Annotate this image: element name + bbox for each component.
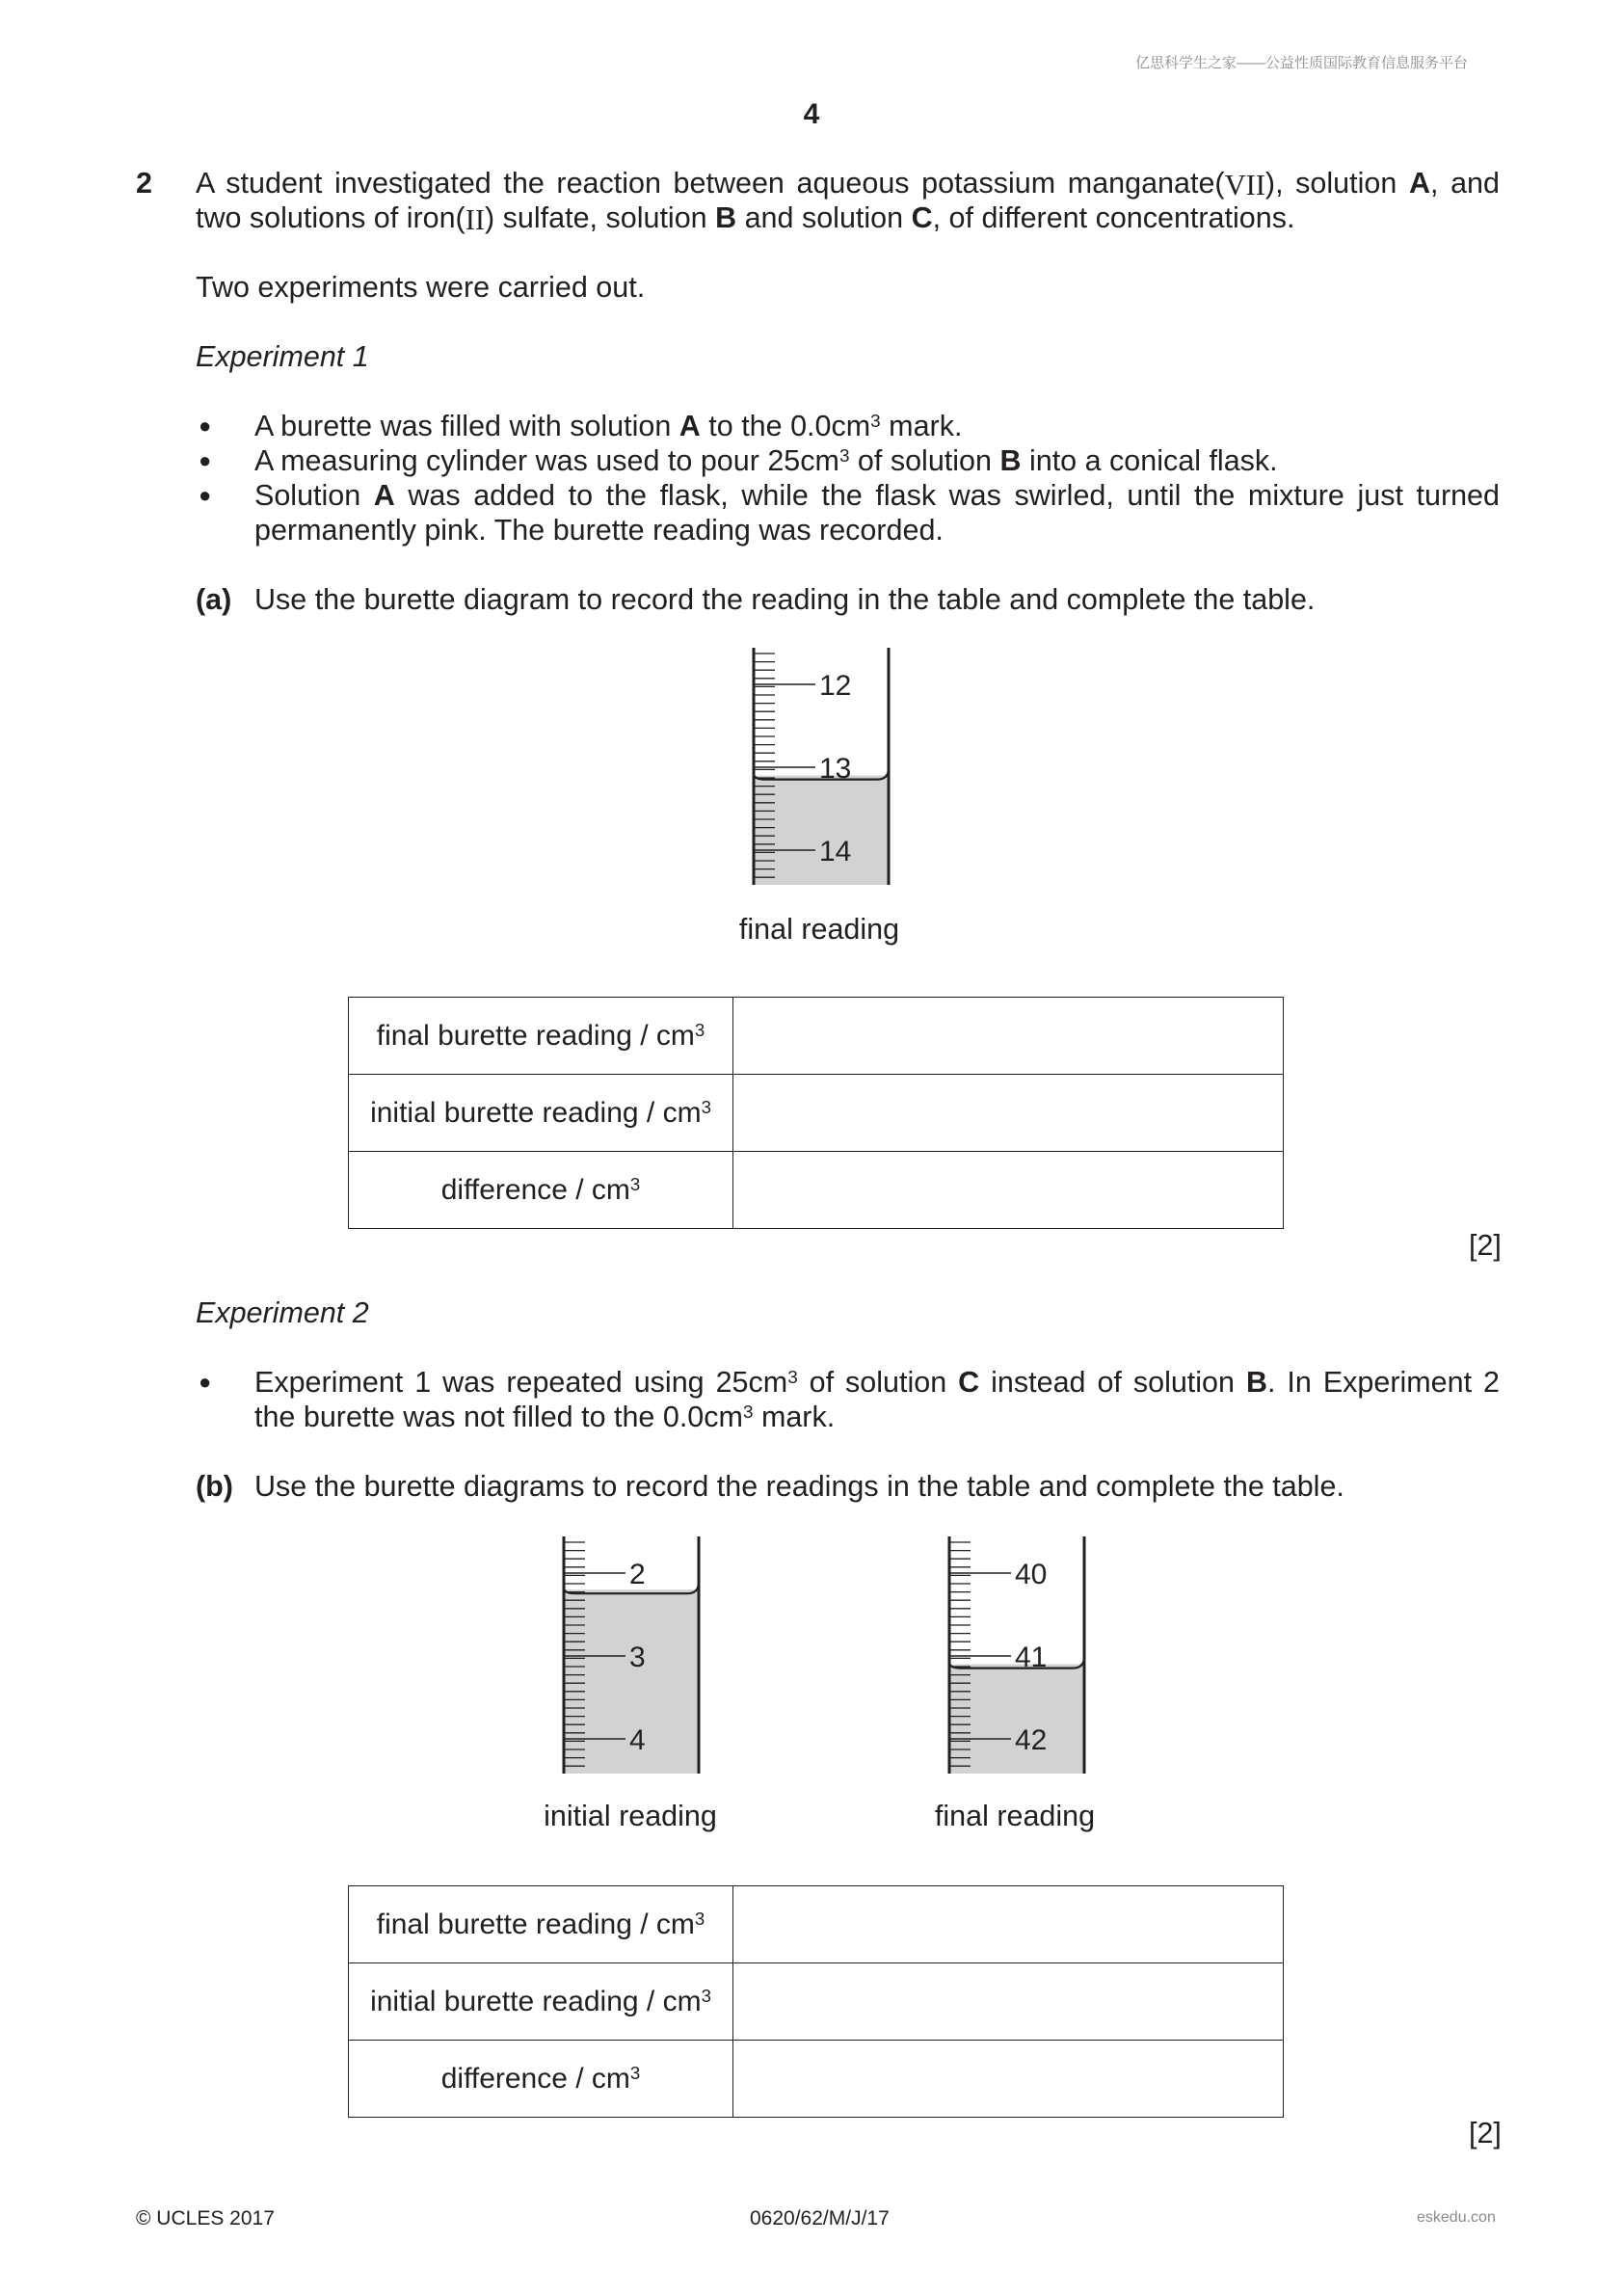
scale-label: 42 <box>1015 1724 1048 1756</box>
part-a-instruction: Use the burette diagram to record the reading in the table and complete the table. <box>254 583 1316 616</box>
row-label: final burette reading / $cm^3$ <box>349 998 733 1075</box>
table-row <box>349 1963 1284 2041</box>
results-table-b <box>348 1885 1284 2118</box>
bullet-marker: ● <box>199 1370 212 1394</box>
footer-code: 0620/62/M/J/17 <box>750 2207 890 2229</box>
two-experiments-text: Two experiments were carried out. <box>196 271 646 304</box>
scale-label: 40 <box>1015 1559 1048 1590</box>
experiment-2-heading: Experiment 2 <box>196 1296 369 1329</box>
answer-cell-difference[interactable] <box>733 1152 1284 1229</box>
exp2-bullet-1-cont: the burette was not filled to the $0.0cm^3$ mark. <box>254 1401 836 1433</box>
scale-label: 41 <box>1015 1642 1048 1673</box>
table-row <box>349 998 1284 1075</box>
burette-diagram-final <box>938 1535 1102 1783</box>
scale-label: 12 <box>819 670 852 702</box>
intro-line-1: A student investigated the reaction between aqueous potassium manganate(VII), solution A, and <box>196 167 1500 201</box>
answer-cell-final-reading[interactable] <box>733 998 1284 1075</box>
table-row <box>349 1886 1284 1963</box>
bullet-marker: ● <box>199 448 212 472</box>
scale-label: 3 <box>629 1642 646 1673</box>
row-label: initial burette reading / $cm^3$ <box>349 1075 733 1152</box>
table-row <box>349 2041 1284 2118</box>
burette-diagram-initial <box>552 1535 716 1783</box>
experiment-1-heading: Experiment 1 <box>196 340 369 373</box>
footer-copyright: © UCLES 2017 <box>136 2207 275 2229</box>
row-label: difference / $cm^3$ <box>349 1152 733 1229</box>
row-label: difference / $cm^3$ <box>349 2041 733 2118</box>
marks-b: [2] <box>1469 2117 1502 2149</box>
part-b-label: (b) <box>196 1470 233 1503</box>
exp1-bullet-3-cont: permanently pink. The burette reading was recorded. <box>254 514 944 547</box>
burette-diagram-final <box>742 646 906 894</box>
marks-a: [2] <box>1469 1229 1502 1262</box>
answer-cell-initial-reading[interactable] <box>733 1075 1284 1152</box>
exp1-bullet-1: A burette was filled with solution A to the $0.0cm^3$ mark. <box>254 410 963 442</box>
answer-cell-difference[interactable] <box>733 2041 1284 2118</box>
burette-caption-final: final reading <box>738 913 900 946</box>
scale-label: 13 <box>819 753 852 785</box>
question-number: 2 <box>136 167 152 200</box>
exp2-bullet-1: Experiment 1 was repeated using $25cm^3$ of solution C instead of solution B. In Experiment 2 <box>254 1366 1500 1399</box>
table-row <box>349 1075 1284 1152</box>
footer-site: eskedu.con <box>1417 2209 1496 2226</box>
exp1-bullet-3: Solution A was added to the flask, while the flask was swirled, until the mixture just turned <box>254 479 1500 512</box>
part-a-label: (a) <box>196 583 232 616</box>
bullet-marker: ● <box>199 414 212 438</box>
scale-label: 4 <box>629 1724 646 1756</box>
table-row <box>349 1152 1284 1229</box>
row-label: final burette reading / $cm^3$ <box>349 1886 733 1963</box>
results-table-a <box>348 997 1284 1229</box>
answer-cell-initial-reading[interactable] <box>733 1963 1284 2041</box>
intro-line-2: two solutions of iron(II) sulfate, solution B and solution C, of different concentrations. <box>196 201 1295 236</box>
watermark-text: 亿思科学生之家——公益性质国际教育信息服务平台 <box>1135 55 1469 71</box>
burette-caption-initial: initial reading <box>544 1800 717 1832</box>
page-number: 4 <box>803 98 820 130</box>
scale-label: 2 <box>629 1559 646 1590</box>
exp1-bullet-2: A measuring cylinder was used to pour $25cm^3$ of solution B into a conical flask. <box>254 444 1278 477</box>
scale-label: 14 <box>819 836 852 868</box>
bullet-marker: ● <box>199 483 212 507</box>
part-b-instruction: Use the burette diagrams to record the readings in the table and complete the table. <box>254 1470 1344 1503</box>
row-label: initial burette reading / $cm^3$ <box>349 1963 733 2041</box>
answer-cell-final-reading[interactable] <box>733 1886 1284 1963</box>
burette-caption-final: final reading <box>934 1800 1096 1832</box>
